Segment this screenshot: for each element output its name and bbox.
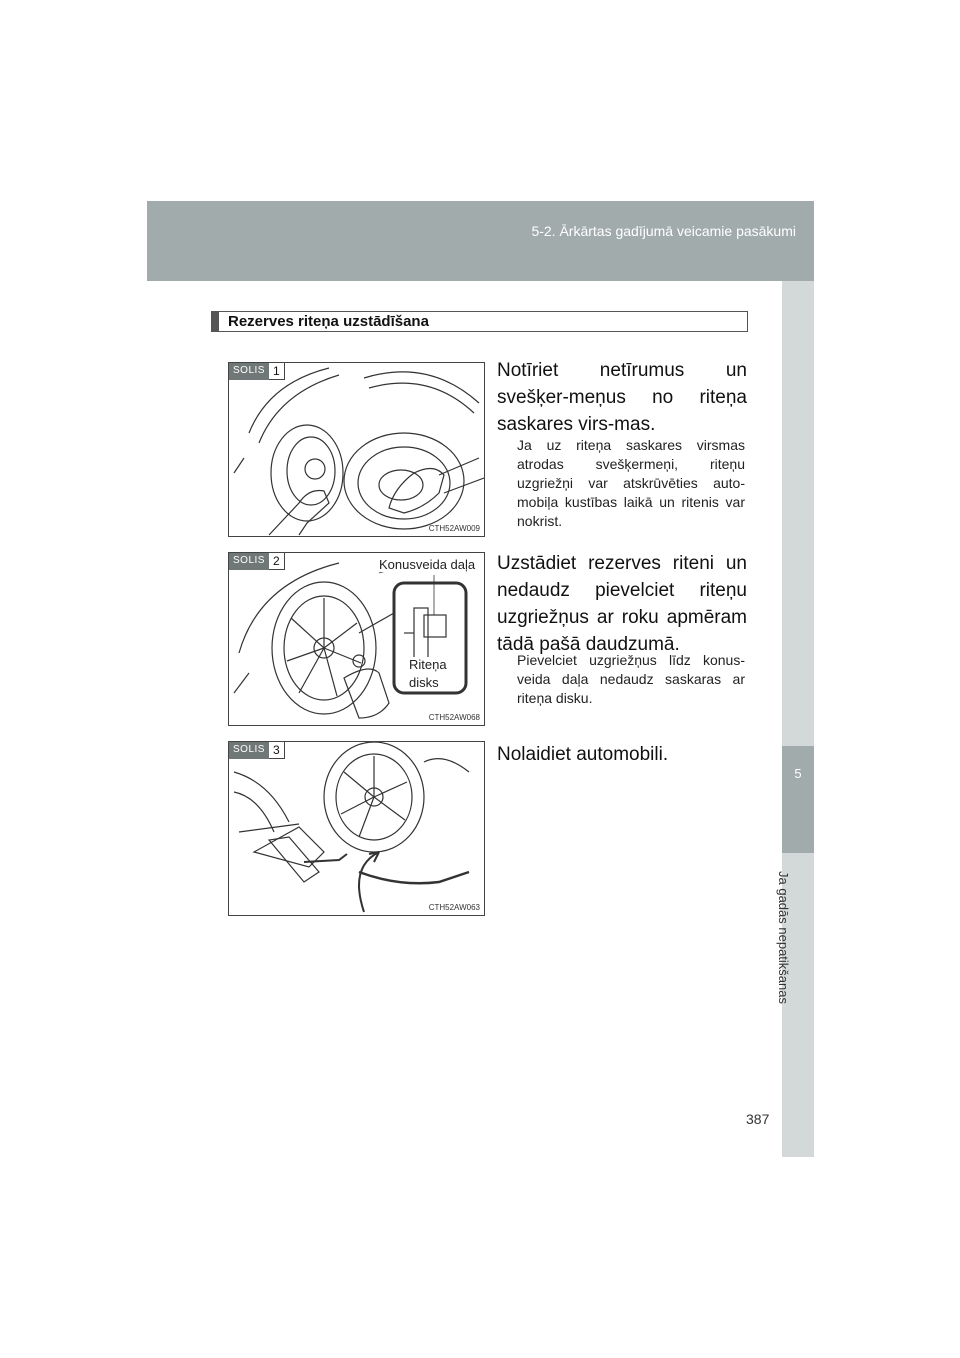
chapter-side-tab bbox=[776, 281, 814, 1157]
step-badge-3 bbox=[229, 742, 285, 759]
section-heading bbox=[211, 311, 748, 332]
figure-step-1 bbox=[228, 362, 485, 537]
step-word: SOLIS bbox=[229, 363, 269, 380]
section-title: Rezerves riteņa uzstādīšana bbox=[228, 313, 429, 330]
step-word: SOLIS bbox=[229, 742, 269, 759]
step-2-instruction: Uzstādiet rezerves riteni un nedaudz pievelciet riteņu uzgriežņus ar roku apmēram tādā pašā daudzumā. bbox=[497, 553, 747, 655]
callout-cone-part: Konusveida daļa bbox=[379, 557, 476, 572]
callout-wheel-disc-line1: Riteņa bbox=[409, 657, 447, 672]
section-heading-bar bbox=[212, 312, 219, 331]
breadcrumb: 5-2. Ārkārtas gadījumā veicamie pasākumi bbox=[531, 223, 796, 239]
step-2-note: Pievelciet uzgriežņus līdz konus-veida daļa nedaudz saskaras ar riteņa disku. bbox=[517, 652, 745, 706]
step-number: 3 bbox=[269, 742, 285, 759]
figure-code: CTH52AW009 bbox=[428, 524, 480, 533]
step-badge-1 bbox=[229, 363, 285, 380]
step-1-note: Ja uz riteņa saskares virsmas atrodas svešķermeņi, riteņu uzgriežņi var atskrūvēties auto-mobiļa kustības laikā un ritenis var nokrist. bbox=[517, 437, 745, 529]
step-number: 1 bbox=[269, 363, 285, 380]
illustration-lower-vehicle bbox=[229, 742, 485, 916]
callout-wheel-disc-line2: disks bbox=[409, 675, 439, 690]
illustration-clean-wheel-surfaces bbox=[229, 363, 485, 537]
step-3-instruction: Nolaidiet automobili. bbox=[497, 744, 669, 765]
figure-code: CTH52AW063 bbox=[428, 903, 480, 912]
chapter-title-container bbox=[776, 871, 814, 1111]
page-number: 387 bbox=[746, 1111, 770, 1127]
header-band bbox=[147, 201, 814, 281]
figure-step-3 bbox=[228, 741, 485, 916]
step-number: 2 bbox=[269, 553, 285, 570]
chapter-number: 5 bbox=[782, 746, 814, 853]
figure-step-2 bbox=[228, 552, 485, 726]
chapter-title: Ja gadās nepatikšanas bbox=[776, 871, 791, 1004]
step-badge-2 bbox=[229, 553, 285, 570]
figure-code: CTH52AW068 bbox=[428, 713, 480, 722]
step-word: SOLIS bbox=[229, 553, 269, 570]
step-1-instruction: Notīriet netīrumus un svešķer-meņus no riteņa saskares virs-mas. bbox=[497, 360, 747, 435]
illustration-mount-spare-wheel bbox=[229, 553, 485, 726]
